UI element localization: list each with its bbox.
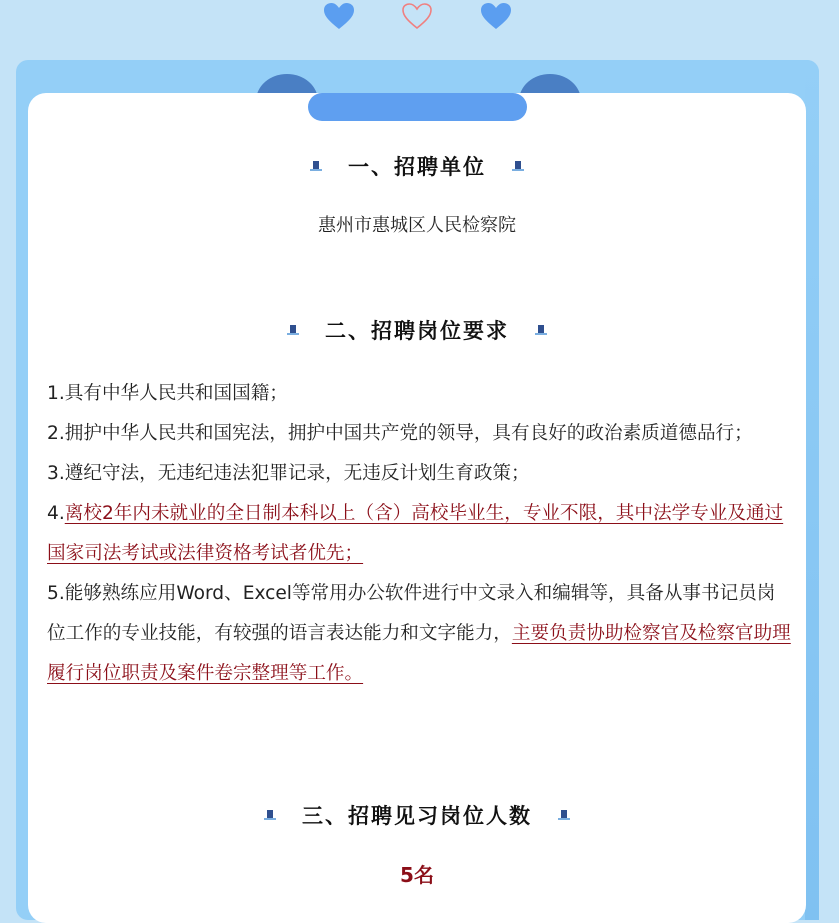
ornament-icon <box>308 159 324 173</box>
header-hearts <box>0 0 839 40</box>
requirement-item: 3.遵纪守法，无违纪违法犯罪记录，无违反计划生育政策； <box>47 463 530 484</box>
highlight-text: 主要负责协助检察官及检察官助理履行岗位职责及案件卷宗整理等工作。 <box>47 623 791 684</box>
section-heading-requirements: 二、招聘岗位要求 <box>28 316 806 346</box>
heart-filled-icon <box>323 2 355 30</box>
ornament-icon <box>556 808 572 822</box>
ornament-icon <box>262 808 278 822</box>
position-count: 5名 <box>400 863 434 887</box>
ornament-icon <box>285 323 301 337</box>
requirement-item: 2.拥护中华人民共和国宪法，拥护中国共产党的领导，具有良好的政治素质道德品行； <box>47 423 753 444</box>
frame-edge <box>805 60 819 920</box>
heart-outline-icon <box>401 2 433 30</box>
requirements-list <box>47 374 792 694</box>
section-heading-unit: 一、招聘单位 <box>28 152 806 182</box>
section-heading-positions: 三、招聘见习岗位人数 <box>28 801 806 831</box>
highlight-text: 离校2年内未就业的全日制本科以上（含）高校毕业生，专业不限，其中法学专业及通过国家司法考试或法律资格考试者优先； <box>47 503 784 564</box>
ornament-icon <box>510 159 526 173</box>
card-title-pill <box>308 93 527 121</box>
recruiting-unit: 惠州市惠城区人民检察院 <box>318 215 516 236</box>
heart-filled-icon <box>480 2 512 30</box>
ornament-icon <box>533 323 549 337</box>
requirement-item: 4.离校2年内未就业的全日制本科以上（含）高校毕业生，专业不限，其中法学专业及通过国家司法考试或法律资格考试者优先； <box>47 503 784 564</box>
requirement-item: 1.具有中华人民共和国国籍； <box>47 383 288 404</box>
requirement-item: 5.能够熟练应用Word、Excel等常用办公软件进行中文录入和编辑等，具备从事书记员岗位工作的专业技能，有较强的语言表达能力和文字能力，主要负责协助检察官及检察官助理履行岗位职责及案件卷宗整理等工作。 <box>47 583 791 684</box>
